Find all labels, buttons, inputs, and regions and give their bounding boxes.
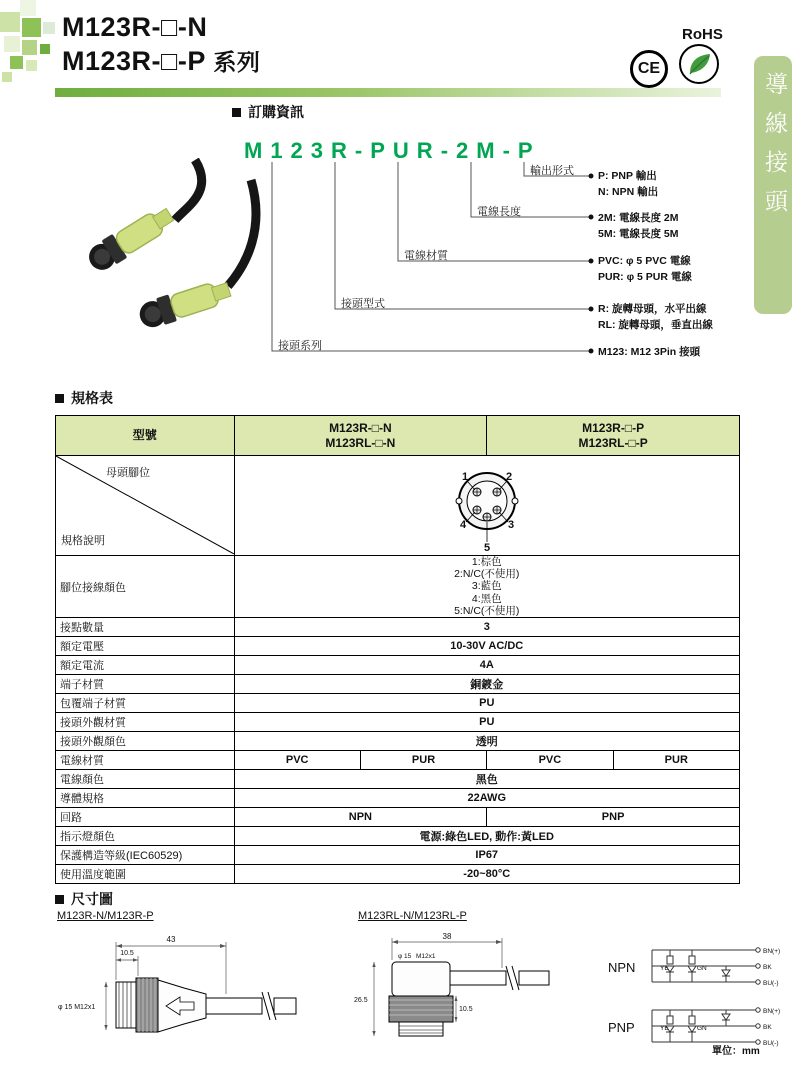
page-title-line2-model: M123R-□-P	[62, 46, 206, 76]
model-p-cell	[487, 416, 740, 456]
ce-mark	[630, 50, 668, 88]
side-tab-wire-connector: 導線接頭	[754, 56, 792, 314]
svg-text:3: 3	[507, 519, 514, 531]
model-p-line2: M123RL-□-P	[578, 435, 648, 450]
note-output-p: P: PNP 輸出	[598, 170, 657, 182]
row-label: 接頭外觀材質	[56, 713, 235, 732]
svg-text:GN: GN	[697, 1025, 707, 1032]
section-spec-text: 規格表	[71, 390, 113, 406]
ordering-code: M123R-PUR-2M-P	[244, 138, 541, 163]
pinout-desc-cell	[56, 456, 235, 556]
row-cell: PVC	[487, 751, 613, 770]
section-spec-title	[55, 388, 113, 408]
pinout-diagram-cell	[234, 456, 740, 556]
row-label: 接點數量	[56, 618, 235, 637]
branch-label-material: 電線材質	[404, 250, 448, 262]
output-circuit-diagrams	[600, 936, 792, 1058]
leaf-icon	[684, 49, 714, 79]
row-label: 接頭外觀顏色	[56, 732, 235, 751]
branch-label-type: 接頭型式	[341, 298, 385, 310]
unit-note: 單位：mm	[712, 1046, 760, 1057]
spec-desc-label: 規格說明	[61, 535, 105, 547]
section-dimensions-text: 尺寸圖	[71, 891, 113, 907]
row-value: 黑色	[234, 770, 740, 789]
row-value: PU	[234, 694, 740, 713]
row-value: 透明	[234, 732, 740, 751]
model-p-line1: M123R-□-P	[582, 420, 645, 435]
spec-row-conductor	[56, 789, 740, 808]
row-cell: PUR	[360, 751, 486, 770]
connector-angled	[136, 276, 233, 331]
corner-deco-squares	[0, 0, 60, 92]
note-length-2m: 2M: 電線長度 2M	[598, 212, 679, 224]
svg-text:NPN: NPN	[608, 960, 636, 975]
row-value: IP67	[234, 846, 740, 865]
wiring-line: 2:N/C(不使用)	[454, 568, 520, 581]
model-n-line1: M123R-□-N	[329, 420, 392, 435]
branch-label-length: 電線長度	[477, 206, 521, 218]
svg-text:BN(+): BN(+)	[763, 948, 781, 955]
svg-text:BU(-): BU(-)	[763, 1040, 779, 1047]
spec-table-wrap	[55, 415, 740, 884]
svg-text:2: 2	[505, 471, 512, 483]
wiring-line: 3:藍色	[471, 580, 502, 593]
section-bullet	[232, 108, 241, 117]
svg-text:PNP: PNP	[608, 1020, 635, 1035]
model-n-line2: M123RL-□-N	[325, 435, 396, 450]
wiring-line: 5:N/C(不使用)	[454, 604, 520, 617]
svg-text:10.5: 10.5	[120, 950, 134, 957]
spec-row-current	[56, 656, 740, 675]
dim-left-title: M123R-N/M123R-P	[57, 910, 154, 922]
svg-text:43: 43	[166, 935, 176, 944]
branch-label-output: 輸出形式	[530, 165, 574, 177]
model-header-cell: 型號	[56, 416, 235, 456]
spec-row-cable-material	[56, 751, 740, 770]
svg-text:5: 5	[483, 542, 490, 552]
spec-row-terminal	[56, 675, 740, 694]
svg-text:BK: BK	[763, 1024, 772, 1031]
row-label: 指示燈顏色	[56, 827, 235, 846]
row-label: 電線顏色	[56, 770, 235, 789]
note-material-pur: PUR: φ 5 PUR 電線	[598, 271, 692, 283]
svg-text:BU(-): BU(-)	[763, 980, 779, 987]
wiring-line: 4:黑色	[471, 592, 502, 605]
row-label: 腳位接線顏色	[56, 556, 235, 618]
ce-text: CE	[637, 60, 661, 77]
row-value: 電源:綠色LED, 動作:黃LED	[234, 827, 740, 846]
dim-right-title: M123RL-N/M123RL-P	[358, 910, 467, 922]
row-cell: PUR	[613, 751, 739, 770]
spec-row-temperature	[56, 865, 740, 884]
wiring-line: 1:棕色	[471, 556, 502, 568]
dim-drawing-right-angle	[352, 930, 567, 1062]
spec-row-overmold	[56, 694, 740, 713]
svg-text:φ 15: φ 15	[398, 953, 412, 960]
note-type-rl: RL: 旋轉母頭，垂直出線	[598, 319, 713, 331]
spec-table	[55, 415, 740, 884]
note-output-n: N: NPN 輸出	[598, 186, 659, 198]
section-bullet	[55, 895, 64, 904]
svg-text:φ 15 M12x1: φ 15 M12x1	[58, 1004, 96, 1011]
row-value: 10-30V AC/DC	[234, 637, 740, 656]
svg-text:4: 4	[459, 519, 466, 531]
svg-text:38: 38	[442, 932, 452, 941]
svg-text:YE: YE	[660, 965, 669, 972]
spec-row-wiring	[56, 556, 740, 618]
row-value: 22AWG	[234, 789, 740, 808]
row-label: 導體規格	[56, 789, 235, 808]
note-material-pvc: PVC: φ 5 PVC 電線	[598, 255, 691, 267]
note-type-r: R: 旋轉母頭，水平出線	[598, 303, 707, 315]
svg-text:GN: GN	[697, 965, 707, 972]
pinout-label: 母頭腳位	[106, 467, 150, 479]
spec-row-pinout	[56, 456, 740, 556]
connector-straight	[84, 203, 178, 276]
svg-text:YE: YE	[660, 1025, 669, 1032]
row-label: 端子材質	[56, 675, 235, 694]
row-value	[234, 556, 740, 618]
row-label: 保護構造等級(IEC60529)	[56, 846, 235, 865]
spec-row-cable-color	[56, 770, 740, 789]
row-cell-pnp: PNP	[487, 808, 740, 827]
section-bullet	[55, 394, 64, 403]
section-ordering-text: 訂購資訊	[248, 104, 304, 120]
spec-row-contacts	[56, 618, 740, 637]
model-n-cell	[234, 416, 487, 456]
row-value: 4A	[234, 656, 740, 675]
section-dimensions-title	[55, 889, 113, 909]
svg-text:1: 1	[461, 471, 468, 483]
spec-row-voltage	[56, 637, 740, 656]
svg-text:26.5: 26.5	[354, 997, 368, 1004]
rohs-label: RoHS	[682, 26, 723, 43]
row-label: 包覆端子材質	[56, 694, 235, 713]
row-value: 3	[234, 618, 740, 637]
row-cell-npn: NPN	[234, 808, 487, 827]
spec-row-housing-color	[56, 732, 740, 751]
page-title-line2	[62, 44, 260, 79]
row-label: 額定電流	[56, 656, 235, 675]
connector-pinout-diagram	[431, 456, 543, 552]
spec-row-led	[56, 827, 740, 846]
svg-text:BK: BK	[763, 964, 772, 971]
row-cell: PVC	[234, 751, 360, 770]
row-label: 使用溫度範圍	[56, 865, 235, 884]
title-rule	[55, 88, 721, 97]
spec-row-circuit	[56, 808, 740, 827]
spec-row-protection	[56, 846, 740, 865]
row-label: 額定電壓	[56, 637, 235, 656]
page-title-line1: M123R-□-N	[62, 12, 208, 42]
npn-circuit	[608, 948, 780, 987]
product-photo	[55, 158, 265, 343]
row-value: -20~80°C	[234, 865, 740, 884]
svg-text:M12x1: M12x1	[416, 953, 436, 960]
spec-header-row	[56, 416, 740, 456]
note-series-m123: M123: M12 3Pin 接頭	[598, 346, 701, 358]
page-title	[62, 10, 260, 79]
page-title-suffix: 系列	[213, 49, 261, 75]
svg-text:BN(+): BN(+)	[763, 1008, 781, 1015]
note-length-5m: 5M: 電線長度 5M	[598, 228, 679, 240]
row-label: 回路	[56, 808, 235, 827]
row-label: 電線材質	[56, 751, 235, 770]
dim-drawing-straight	[56, 930, 306, 1060]
branch-label-series: 接頭系列	[278, 340, 322, 352]
row-value: 銅鍍金	[234, 675, 740, 694]
row-value: PU	[234, 713, 740, 732]
section-ordering-title	[232, 102, 304, 122]
rohs-leaf-icon	[679, 44, 719, 84]
spec-row-housing	[56, 713, 740, 732]
svg-text:10.5: 10.5	[459, 1006, 473, 1013]
